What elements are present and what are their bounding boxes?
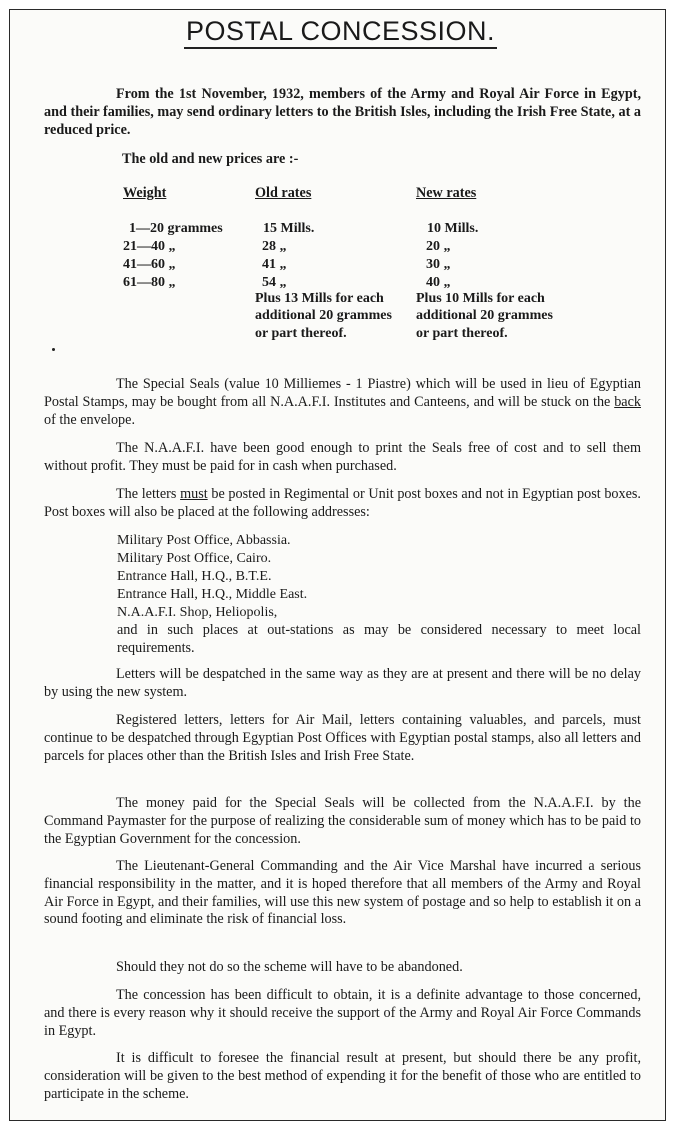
table-row-new: 20 „	[426, 239, 451, 254]
title-text: POSTAL CONCESSION.	[184, 16, 497, 49]
table-row-old: 54 „	[262, 275, 287, 290]
must-text-underlined: must	[180, 486, 208, 502]
abandon-paragraph: Should they not do so the scheme will have to be abandoned.	[116, 959, 463, 975]
table-row-weight: 41—60 „	[123, 257, 176, 272]
new-rates-extra: Plus 10 Mills for each additional 20 grammes or part thereof.	[416, 291, 553, 341]
lieutenant-paragraph: The Lieutenant-General Commanding and the Air Vice Marshal have incurred a serious financial responsibility in the matter, and it is hoped therefore that all members of the Army and Royal Air Force in Egypt, and their families, will use this new system of postage and so help to establish it on a sound footing and eliminate the risk of financial loss.	[44, 858, 641, 928]
table-row-old: 15 Mills.	[263, 221, 315, 236]
header-old-rates: Old rates	[255, 185, 312, 201]
address-item: N.A.A.F.I. Shop, Heliopolis,	[117, 605, 278, 620]
intro-paragraph: From the 1st November, 1932, members of the Army and Royal Air Force in Egypt, and their families, may send ordinary letters to the British Isles, including the Irish Free State, at a reduced price.	[44, 86, 641, 138]
table-row-weight: 61—80 „	[123, 275, 176, 290]
table-row-old: 28 „	[262, 239, 287, 254]
table-row-old: 41 „	[262, 257, 287, 272]
table-row-weight: 1—20 grammes	[129, 221, 223, 236]
seals-paragraph	[44, 376, 641, 429]
table-row-new: 10 Mills.	[427, 221, 479, 236]
old-rates-extra: Plus 13 Mills for each additional 20 grammes or part thereof.	[255, 291, 392, 341]
profit-paragraph: It is difficult to foresee the financial result at present, but should there be any profit, consideration will be given to the best method of expending it for the benefit of those who are entitled to participate in the scheme.	[44, 1050, 641, 1102]
concession-paragraph: The concession has been difficult to obtain, it is a definite advantage to those concerned, and there is every reason why it should receive the support of the Army and Royal Air Force Commands in Egypt.	[44, 987, 641, 1039]
registered-paragraph: Registered letters, letters for Air Mail, letters containing valuables, and parcels, must continue to be despatched through Egyptian Post Offices with Egyptian postal stamps, also all letters and parcels for places other than the British Isles and Irish Free State.	[44, 712, 641, 764]
header-weight: Weight	[123, 185, 167, 201]
despatch-paragraph: Letters will be despatched in the same way as they are at present and there will be no delay by using the new system.	[44, 666, 641, 700]
must-paragraph	[44, 486, 641, 522]
seals-text-b: of the envelope.	[44, 411, 135, 428]
header-new-rates: New rates	[416, 185, 477, 201]
document-frame	[9, 9, 666, 1121]
address-item: Military Post Office, Abbassia.	[117, 533, 291, 548]
ink-dot	[52, 348, 55, 351]
address-item: Entrance Hall, H.Q., B.T.E.	[117, 569, 272, 584]
seals-text-a: The Special Seals (value 10 Milliemes - 1 Piastre) which will be used in lieu of Egyptian Postal Stamps, may be bought from all N.A.A.F.I. Institutes and Canteens, and will be stuck on the	[44, 376, 641, 410]
naafi-paragraph: The N.A.A.F.I. have been good enough to print the Seals free of cost and to sell them without profit. They must be paid for in cash when purchased.	[44, 440, 641, 474]
must-text-a: The letters	[116, 486, 181, 502]
prices-intro: The old and new prices are :-	[122, 151, 299, 167]
address-tail: and in such places at out-stations as may be considered necessary to meet local requirements.	[117, 622, 641, 656]
address-item: Military Post Office, Cairo.	[117, 551, 272, 566]
page-title	[0, 16, 681, 47]
table-row-new: 40 „	[426, 275, 451, 290]
seals-text-underlined: back	[614, 393, 641, 410]
table-row-new: 30 „	[426, 257, 451, 272]
table-row-weight: 21—40 „	[123, 239, 176, 254]
must-text-b: be posted in Regimental or Unit post boxes and not in Egyptian post boxes. Post boxes will also be placed at the following addresses:	[44, 486, 641, 520]
money-paragraph: The money paid for the Special Seals will be collected from the N.A.A.F.I. by the Command Paymaster for the purpose of realizing the considerable sum of money which has to be paid to the Egyptian Government for the concession.	[44, 795, 641, 847]
address-item: Entrance Hall, H.Q., Middle East.	[117, 587, 308, 602]
